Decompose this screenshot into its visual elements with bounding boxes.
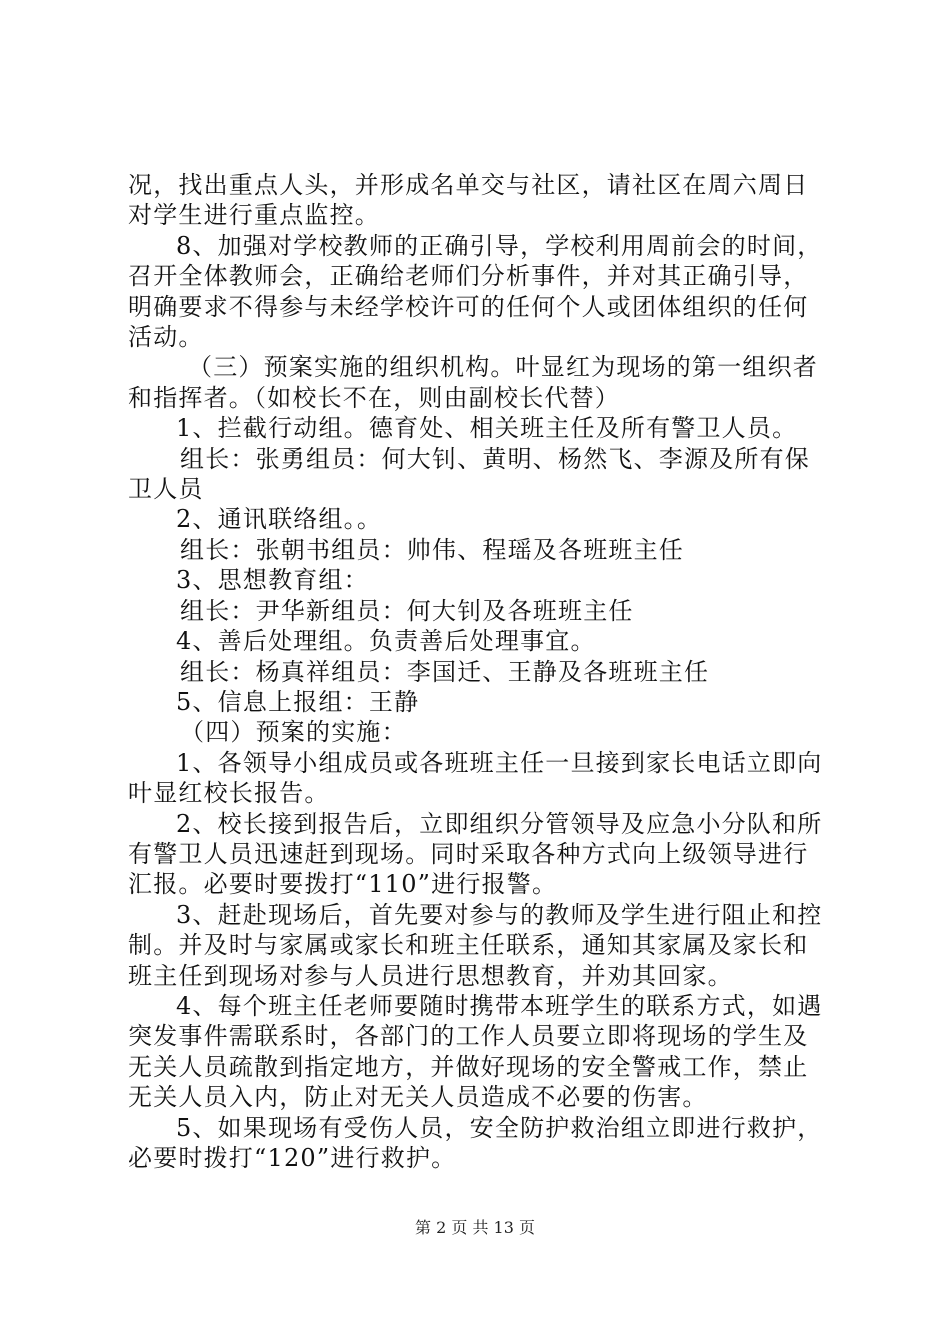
text-line: 突发事件需联系时，各部门的工作人员要立即将现场的学生及 (128, 1022, 809, 1051)
text-line: 组长：尹华新组员：何大钊及各班班主任 (180, 596, 634, 625)
page-number-footer: 第 2 页 共 13 页 (415, 1218, 535, 1237)
text-line: 必要时拨打“120”进行救护。 (128, 1144, 457, 1172)
text-line: 1、拦截行动组。德育处、相关班主任及所有警卫人员。 (176, 414, 798, 443)
text-line: 4、每个班主任老师要随时携带本班学生的联系方式，如遇 (176, 991, 823, 1020)
text-line: 况，找出重点人头，并形成名单交与社区，请社区在周六周日 (128, 171, 809, 199)
text-line: 3、赶赴现场后，首先要对参与的教师及学生进行阻止和控 (176, 900, 823, 929)
text-line: 卫人员 (128, 475, 204, 504)
text-line: 和指挥者。（如校长不在，则由副校长代替） (128, 383, 620, 412)
text-line: 8、加强对学校教师的正确引导，学校利用周前会的时间， (176, 231, 823, 260)
text-line: 1、各领导小组成员或各班班主任一旦接到家长电话立即向 (176, 748, 823, 777)
text-line: 3、思想教育组： (176, 566, 369, 595)
text-line: 组长：杨真祥组员：李国迁、王静及各班班主任 (180, 657, 710, 686)
text-line: 汇报。必要时要拨打“110”进行报警。 (128, 870, 558, 899)
text-line: 2、通讯联络组。。 (176, 505, 383, 534)
text-line: 5、如果现场有受伤人员，安全防护救治组立即进行救护， (176, 1113, 823, 1142)
text-line: 有警卫人员迅速赶到现场。同时采取各种方式向上级领导进行 (128, 839, 809, 868)
text-line: 制。并及时与家属或家长和班主任联系，通知其家属及家长和 (128, 931, 809, 960)
text-line: 组长：张勇组员：何大钊、黄明、杨然飞、李源及所有保 (180, 444, 810, 473)
text-line: 4、善后处理组。负责善后处理事宜。 (176, 627, 596, 656)
text-line: 召开全体教师会，正确给老师们分析事件，并对其正确引导， (128, 262, 809, 291)
section-heading: （三）预案实施的组织机构。叶显红为现场的第一组织者 (188, 353, 818, 382)
text-line: 叶显红校长报告。 (128, 779, 330, 808)
text-line: 班主任到现场对参与人员进行思想教育，并劝其回家。 (128, 961, 733, 990)
text-line: 5、信息上报组：王静 (176, 687, 420, 716)
document-body (128, 170, 833, 1173)
text-line: 2、校长接到报告后，立即组织分管领导及应急小分队和所 (176, 809, 823, 838)
section-heading: （四）预案的实施： (180, 718, 407, 747)
text-line: 无关人员入内，防止对无关人员造成不必要的伤害。 (128, 1083, 708, 1112)
text-line: 对学生进行重点监控。 (128, 201, 380, 230)
text-line: 明确要求不得参与未经学校许可的任何个人或团体组织的任何 (128, 292, 809, 321)
text-line: 无关人员疏散到指定地方，并做好现场的安全警戒工作，禁止 (128, 1052, 809, 1081)
text-line: 组长：张朝书组员：帅伟、程瑶及各班班主任 (180, 535, 684, 564)
text-line: 活动。 (128, 323, 204, 352)
